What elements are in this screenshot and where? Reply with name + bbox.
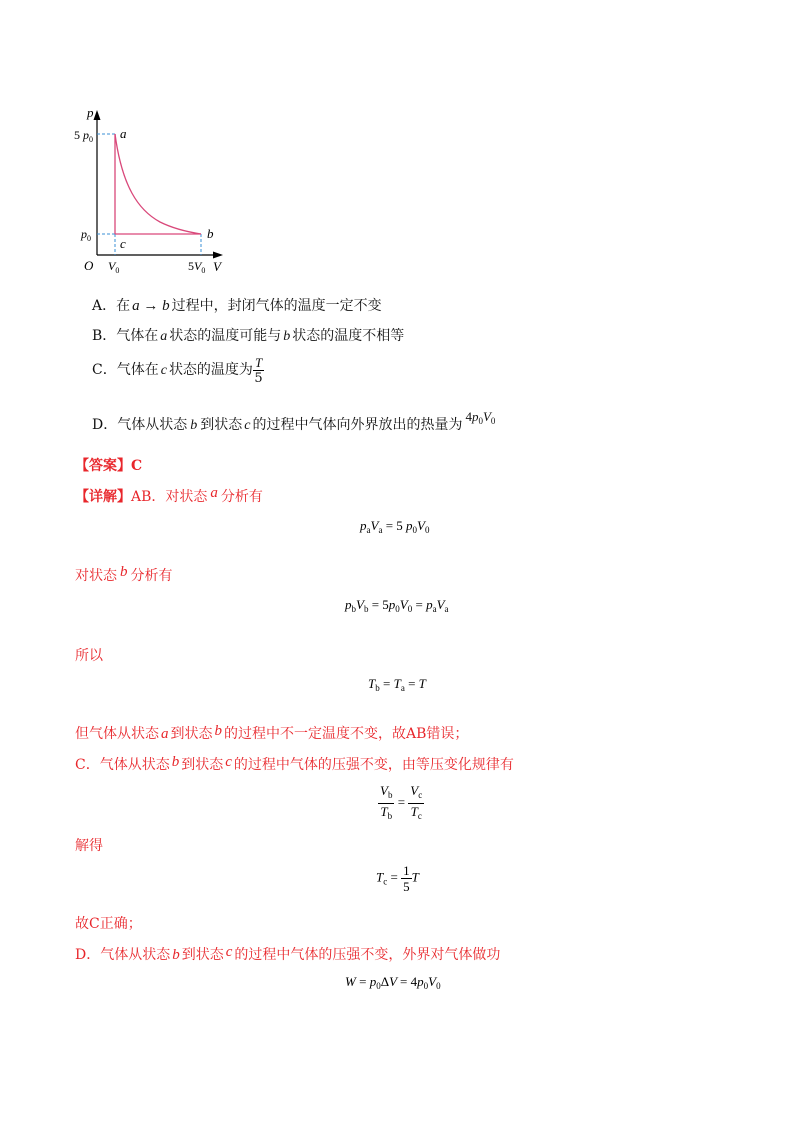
tick-5v0: $5V_0$ xyxy=(188,259,206,275)
curve-a-to-b xyxy=(115,134,201,234)
explanation-line-7: 故C正确； xyxy=(75,916,142,932)
tick-p0: $p_0$ xyxy=(81,227,91,243)
option-b: B．气体在 a 状态的温度可能与 b 状态的温度不相等 xyxy=(92,328,405,344)
point-a-label: a xyxy=(120,126,127,141)
point-c-label: c xyxy=(120,236,126,251)
answer-line: 【答案】C xyxy=(75,458,143,474)
y-axis-label: p xyxy=(87,105,94,120)
explanation-line-4: 但气体从状态 a 到状态 b 的过程中不一定温度不变，故AB错误； xyxy=(75,723,469,742)
explanation-line-5: C．气体从状态 b 到状态 c 的过程中气体的压强不变，由等压变化规律有 xyxy=(75,754,514,773)
y-axis-arrow xyxy=(94,110,101,120)
equation-6: $W = p_0\Delta V = 4p_0V_0$ xyxy=(345,974,441,991)
explanation-line-1: 【详解】AB．对状态 a 分析有 xyxy=(75,485,263,505)
pv-diagram xyxy=(70,100,240,280)
x-axis-arrow xyxy=(213,252,223,259)
equation-1: $p_aV_a = 5$ $p_0V_0$ xyxy=(360,518,430,535)
equation-5: $T_c$ = $\frac{1}{5}$ T xyxy=(376,863,419,894)
x-axis-label: V xyxy=(213,259,221,274)
fraction-t-over-5: $\frac{T}{5}$ xyxy=(254,354,263,386)
tick-5p0: 5 $p_0$ xyxy=(74,128,93,144)
explanation-line-3: 所以 xyxy=(75,648,103,664)
option-c: C．气体在 c 状态的温度为 $\frac{T}{5}$ xyxy=(92,354,263,386)
equation-3: $T_b = T_a = T$ xyxy=(368,676,426,693)
option-d-value: $4p_0V_0$ xyxy=(465,409,496,426)
equation-4: $\frac{V_b}{T_b}$ = $\frac{V_c}{T_c}$ xyxy=(380,783,423,821)
option-a-math: a → b xyxy=(132,298,170,314)
tick-v0: $V_0$ xyxy=(108,259,120,275)
equation-2: $p_bV_b = 5p_0V_0 = p_aV_a$ xyxy=(345,597,449,614)
point-b-label: b xyxy=(207,226,214,241)
explanation-line-2: 对状态 b 分析有 xyxy=(75,564,173,584)
explanation-line-8: D．气体从状态 b 到状态 c 的过程中气体的压强不变，外界对气体做功 xyxy=(75,944,501,963)
option-a: A．在 a → b 过程中，封闭气体的温度一定不变 xyxy=(92,298,382,314)
option-d: D．气体从状态 b 到状态 c 的过程中气体向外界放出的热量为$4p_0V_0$ xyxy=(92,409,496,433)
origin-label: O xyxy=(84,258,94,273)
explanation-line-6: 解得 xyxy=(75,838,103,854)
